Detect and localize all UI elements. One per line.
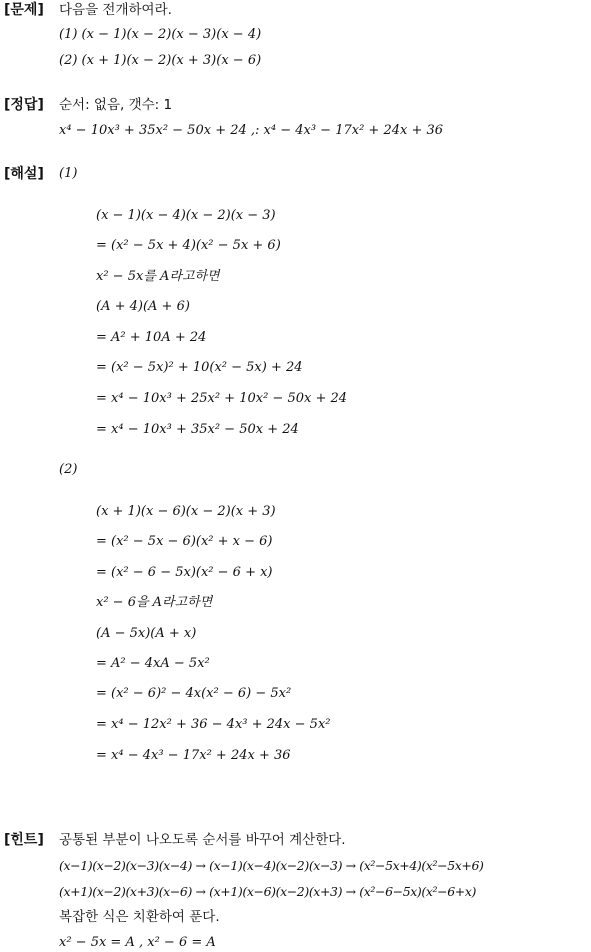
part2-step: = (x² − 6)² − 4x(x² − 6) − 5x² (96, 686, 292, 701)
part1-step: (x − 1)(x − 4)(x − 2)(x − 3) (96, 208, 276, 223)
hint-chain-1: (x−1)(x−2)(x−3)(x−4) → (x−1)(x−4)(x−2)(x−3) → (x²−5x+4)(x²−5x+6) (59, 858, 484, 873)
answer-expressions: x⁴ − 10x³ + 35x² − 50x + 24 ,: x⁴ − 4x³ − 17x² + 24x + 36 (59, 123, 444, 138)
hint-note: 복잡한 식은 치환하여 푼다. (59, 909, 220, 925)
answer-label: [정답] (4, 97, 44, 113)
explanation-part2-title: (2) (59, 462, 78, 477)
part2-step: (x + 1)(x − 6)(x − 2)(x + 3) (96, 504, 276, 519)
part1-step: = (x² − 5x + 4)(x² − 5x + 6) (96, 238, 281, 253)
part1-step: = x⁴ − 10x³ + 35x² − 50x + 24 (96, 422, 299, 437)
hint-label: [힌트] (4, 832, 44, 848)
part1-step: = A² + 10A + 24 (96, 330, 207, 345)
answer-summary: 순서: 없음, 갯수: 1 (59, 97, 173, 113)
part2-step: = x⁴ − 12x² + 36 − 4x³ + 24x − 5x² (96, 717, 331, 732)
problem-item-2: (2) (x + 1)(x − 2)(x + 3)(x − 6) (59, 53, 262, 68)
explanation-label: [해설] (4, 166, 44, 182)
part1-step: = (x² − 5x)² + 10(x² − 5x) + 24 (96, 360, 303, 375)
part1-step: (A + 4)(A + 6) (96, 299, 190, 314)
problem-instruction: 다음을 전개하여라. (59, 2, 172, 18)
hint-substitution: x² − 5x = A , x² − 6 = A (59, 935, 216, 950)
problem-label: [문제] (4, 2, 44, 18)
part1-step: = x⁴ − 10x³ + 25x² + 10x² − 50x + 24 (96, 391, 348, 406)
part2-step: = (x² − 5x − 6)(x² + x − 6) (96, 534, 273, 549)
hint-chain-2: (x+1)(x−2)(x+3)(x−6) → (x+1)(x−6)(x−2)(x+3) → (x²−6−5x)(x²−6+x) (59, 884, 476, 899)
hint-intro: 공통된 부분이 나오도록 순서를 바꾸어 계산한다. (59, 832, 346, 848)
part2-step: x² − 6을 A라고하면 (96, 595, 213, 610)
part1-step: x² − 5x를 A라고하면 (96, 269, 220, 284)
problem-item-1: (1) (x − 1)(x − 2)(x − 3)(x − 4) (59, 27, 262, 42)
part2-step: = A² − 4xA − 5x² (96, 656, 210, 671)
explanation-part1-title: (1) (59, 166, 78, 181)
part2-step: (A − 5x)(A + x) (96, 626, 197, 641)
part2-step: = x⁴ − 4x³ − 17x² + 24x + 36 (96, 748, 291, 763)
part2-step: = (x² − 6 − 5x)(x² − 6 + x) (96, 565, 273, 580)
